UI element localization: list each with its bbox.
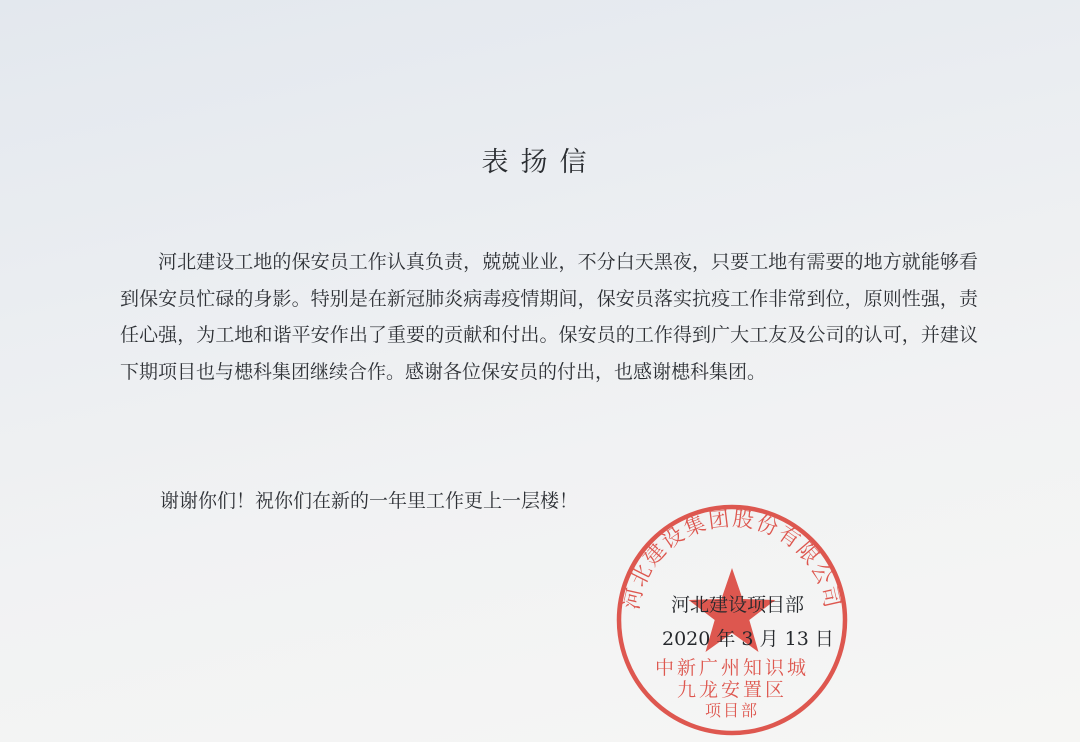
letter-title: 表扬信 — [481, 147, 599, 178]
signature-org: 河北建设项目部 — [671, 594, 805, 616]
body-paragraph: 河北建设工地的保安员工作认真负责，兢兢业业，不分白天黑夜，只要工地有需要的地方就能够看到保安员忙碌的身影。特别是在新冠肺炎病毒疫情期间，保安员落实抗疫工作非常到位，原则性强，责任心强，为工地和谐平安作出了重要的贡献和付出。保安员的工作得到广大工友及公司的认可，并建议下期项目也与槵科集团继续合作。感谢各位保安员的付出，也感谢槵科集团。 — [120, 251, 978, 383]
seal-line-1: 中新广州知识城 — [654, 657, 810, 679]
signature-date: 2020 年 3 月 13 日 — [662, 628, 834, 650]
seal-line-2: 九龙安置区 — [676, 679, 788, 701]
seal-top-text: 河北建设集团股份有限公司 — [619, 506, 845, 612]
seal-line-3: 项目部 — [704, 701, 760, 720]
official-seal — [614, 502, 850, 738]
closing-line: 谢谢你们！祝你们在新的一年里工作更上一层楼！ — [160, 490, 579, 512]
letter-body — [120, 244, 978, 390]
